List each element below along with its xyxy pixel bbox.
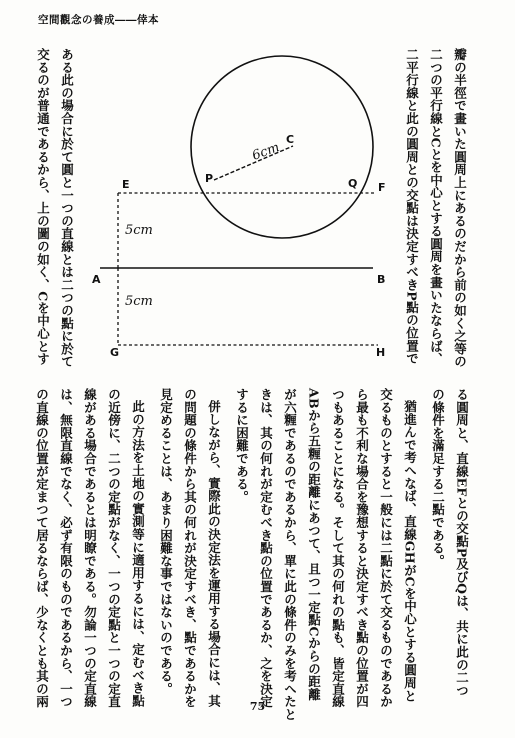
text-column: するに困難である。 — [234, 388, 250, 504]
label-p: P — [205, 172, 214, 185]
label-h: H — [376, 346, 386, 359]
text-column: 猶進んで考へなば、直線GHがCを中心とする圓周と — [402, 400, 418, 703]
text-column: 交るのが普通であるから、上の圖の如く、Cを中心とす — [35, 48, 51, 366]
text-column: ある此の場合に於て圓と一つの直線とは二つの點に於て — [59, 48, 75, 368]
page-number: 75 — [249, 700, 266, 713]
distance-label-lower: 5cm — [125, 294, 153, 309]
distance-label-upper: 5cm — [125, 223, 153, 238]
text-column: 交るものとすると一般には二點に於て交るものであるか — [378, 388, 394, 708]
text-column: る圓周と、直線EFとの交點P及びQは、共に此の二つ — [454, 388, 470, 697]
text-column: つもあることになる。そして其の何れの點も、皆定直線 — [330, 388, 346, 708]
label-b: B — [377, 273, 386, 286]
label-g: G — [110, 346, 120, 359]
text-column: ABから五糎の距離にあつて、且つ一定點Cからの距離 — [306, 388, 322, 701]
label-e: E — [122, 178, 130, 191]
text-column: 二平行線と此の圓周との交點は決定すべきP點の位置で — [404, 48, 420, 365]
label-c: C — [286, 133, 295, 146]
text-column: きは、其の何れが定むべき點の位置であるか、之を決定 — [258, 388, 274, 708]
text-column: の直線の位置が定まつて居るならば、少なくとも其の兩 — [34, 388, 50, 708]
text-column: 瓣の半徑で畫いた圓周上にあるのだから前の如く之等の — [452, 48, 468, 368]
text-column: 見定めることは、あまり困難な事ではないのである。 — [158, 388, 174, 696]
label-f: F — [378, 181, 386, 194]
text-column: 線がある場合であるとは明瞭である。勿論一つの定直線 — [82, 388, 98, 708]
text-column: の近傍に、二つの定點がなく、一つの定點と一つの定直 — [106, 388, 122, 708]
text-column: 併しながら、實際此の決定法を運用する場合には、其 — [206, 400, 222, 708]
label-a: A — [92, 273, 101, 286]
text-column: 二つの平行線とCとを中心とする圓周を畫いたならば、 — [428, 48, 444, 366]
radius-label: 6cm — [250, 140, 282, 164]
text-column: の問題の條件から其の何れが決定すべき、點であるかを — [182, 388, 198, 708]
running-head: 空間觀念の養成――倖本 — [38, 14, 159, 26]
text-column: ら最も不利な場合を豫想すると決定すべき點の位置が四 — [354, 388, 370, 708]
text-column: 此の方法を土地の實測等に適用するには、定むべき點 — [130, 400, 146, 708]
circle-center-c — [191, 56, 373, 238]
text-column: が六糎であるのであるから、單に此の條件のみを考へたと — [282, 388, 298, 721]
label-q: Q — [348, 177, 358, 190]
text-column: は、無限直線でなく、必ず有限のものであるから、一つ — [58, 388, 74, 708]
text-column: の條件を滿足する二點である。 — [430, 388, 446, 568]
